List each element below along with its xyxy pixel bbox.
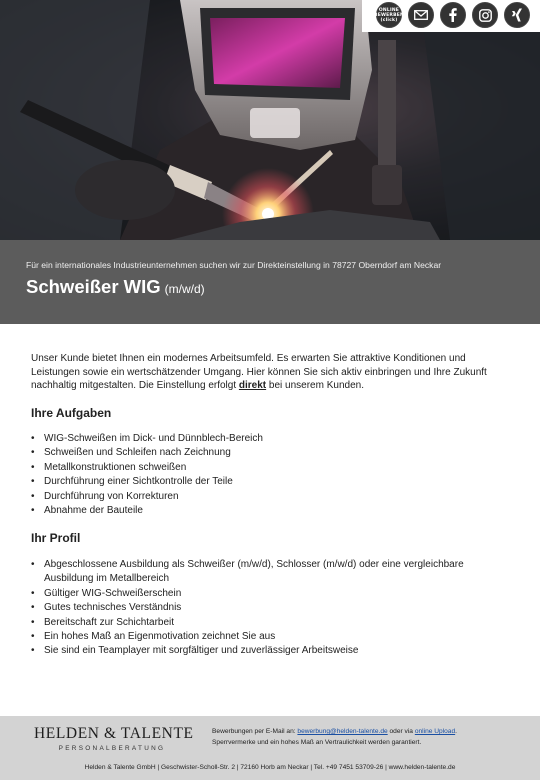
job-title-text: Schweißer WIG [26,276,161,297]
job-description [31,352,515,659]
title-band [0,240,540,324]
welder-illustration [0,0,540,240]
social-bar [376,2,530,28]
hero-image [0,0,540,240]
tasks-list [31,432,515,518]
company-logo[interactable] [34,725,194,752]
job-title-suffix: (m/w/d) [164,282,205,296]
list-item: • Sie sind ein Teamplayer mit sorgfältiger und zuverlässiger Arbeitsweise [31,644,515,658]
list-item: • WIG-Schweißen im Dick- und Dünnblech-Bereich [31,432,515,446]
list-item: • Gültiger WIG-Schweißerschein [31,587,515,601]
apply-prefix: Bewerbungen per E-Mail an: [212,728,298,735]
list-item: • Gutes technisches Verständnis [31,601,515,615]
intro-text-before: Unser Kunde bietet Ihnen ein modernes Arbeitsumfeld. Es erwarten Sie attraktive Konditionen und Leistungen sowie ein wertschätzender Umgang. Hier können Sie sich aktiv einbringen und Ihre Zukunft nachhaltig mitgestalten. Die Einstellung erfolgt [31,353,487,391]
intro-emphasis: direkt [238,380,267,391]
list-item: • Ein hohes Maß an Eigenmotivation zeichnet Sie aus [31,630,515,644]
envelope-glyph [414,10,428,20]
profile-heading: Ihr Profil [31,531,81,546]
xing-icon[interactable] [504,2,530,28]
facebook-glyph [449,8,457,22]
footer [0,716,540,780]
profile-list [31,558,515,659]
email-link[interactable]: bewerbung@helden-talente.de [297,728,388,735]
apply-suffix: . [455,728,457,735]
xing-glyph [511,8,523,22]
list-item: • Schweißen und Schleifen nach Zeichnung [31,446,515,460]
imprint: Helden & Talente GmbH | Geschwister-Scholl-Str. 2 | 72160 Horb am Neckar | Tel. +49 7451 53709-26 | www.helden-talente.de [84,764,456,771]
mail-icon[interactable] [408,2,434,28]
online-upload-link[interactable]: online Upload [414,728,456,735]
intro-paragraph [31,352,515,393]
confidentiality-note: Sperrvermerke und ein hohes Maß an Vertraulichkeit werden garantiert. [212,739,422,746]
list-item: • Durchführung von Korrekturen [31,490,515,504]
logo-name: HELDEN & TALENTE [34,725,194,742]
list-item: • Abnahme der Bauteile [31,504,515,518]
apply-middle: oder via [387,728,415,735]
list-item: • Abgeschlossene Ausbildung als Schweißer (m/w/d), Schlosser (m/w/d) oder eine vergleichbare Ausbildung im Metallbereich [31,558,515,587]
list-item: • Metallkonstruktionen schweißen [31,461,515,475]
application-info [212,726,530,748]
logo-subtitle: PERSONALBERATUNG [58,745,166,752]
list-item: • Durchführung einer Sichtkontrolle der Teile [31,475,515,489]
online-apply-label: ONLINE BEWERBEN (click) [374,7,404,23]
header-intro: Für ein internationales Industrieunternehmen suchen wir zur Direkteinstellung in 78727 Oberndorf am Neckar [26,260,442,270]
intro-text-after: bei unserem Kunden. [266,380,364,391]
list-item: • Bereitschaft zur Schichtarbeit [31,616,515,630]
instagram-icon[interactable] [472,2,498,28]
facebook-icon[interactable] [440,2,466,28]
tasks-heading: Ihre Aufgaben [31,405,112,420]
online-apply-icon[interactable] [376,2,402,28]
job-title [26,276,516,298]
instagram-glyph [479,9,492,22]
